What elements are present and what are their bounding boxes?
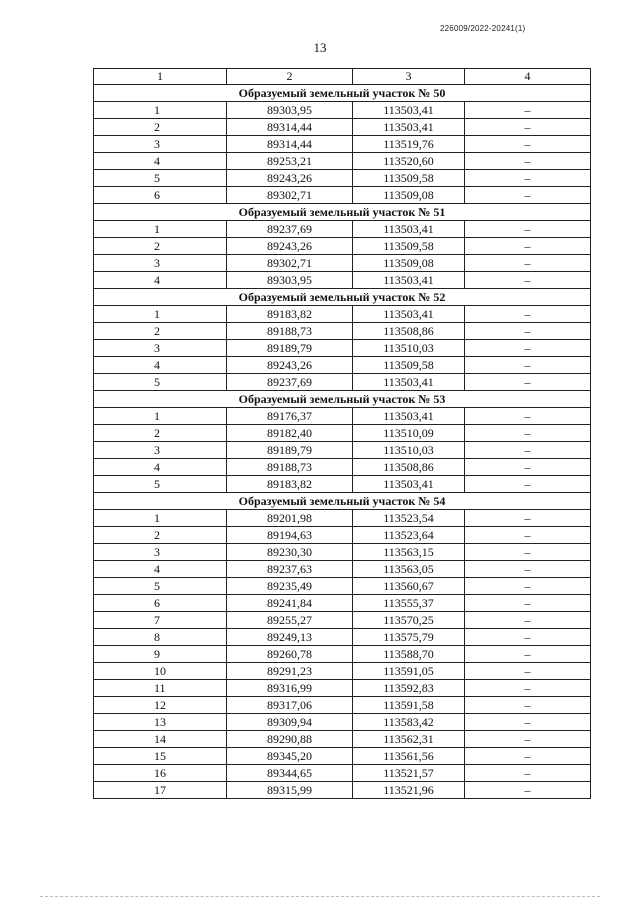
table-row [94, 731, 591, 748]
x-coordinate-cell: 89243,26 [227, 170, 353, 187]
note-cell: – [465, 629, 591, 646]
table-row [94, 425, 591, 442]
point-number-cell: 4 [94, 153, 227, 170]
section-title: Образуемый земельный участок № 52 [94, 289, 591, 306]
note-cell: – [465, 221, 591, 238]
point-number-cell: 11 [94, 680, 227, 697]
y-coordinate-cell: 113503,41 [353, 272, 465, 289]
y-coordinate-cell: 113563,05 [353, 561, 465, 578]
note-cell: – [465, 153, 591, 170]
point-number-cell: 4 [94, 272, 227, 289]
note-cell: – [465, 663, 591, 680]
x-coordinate-cell: 89176,37 [227, 408, 353, 425]
x-coordinate-cell: 89315,99 [227, 782, 353, 799]
y-coordinate-cell: 113509,08 [353, 187, 465, 204]
note-cell: – [465, 476, 591, 493]
x-coordinate-cell: 89290,88 [227, 731, 353, 748]
y-coordinate-cell: 113509,08 [353, 255, 465, 272]
x-coordinate-cell: 89302,71 [227, 187, 353, 204]
column-header: 2 [227, 69, 353, 85]
y-coordinate-cell: 113562,31 [353, 731, 465, 748]
y-coordinate-cell: 113583,42 [353, 714, 465, 731]
point-number-cell: 17 [94, 782, 227, 799]
x-coordinate-cell: 89314,44 [227, 136, 353, 153]
note-cell: – [465, 782, 591, 799]
section-header-row [94, 391, 591, 408]
table-row [94, 187, 591, 204]
point-number-cell: 7 [94, 612, 227, 629]
document-id: 226009/2022-20241(1) [440, 24, 526, 33]
point-number-cell: 9 [94, 646, 227, 663]
point-number-cell: 13 [94, 714, 227, 731]
column-header: 1 [94, 69, 227, 85]
point-number-cell: 15 [94, 748, 227, 765]
note-cell: – [465, 136, 591, 153]
note-cell: – [465, 425, 591, 442]
table-row [94, 255, 591, 272]
table-row [94, 697, 591, 714]
note-cell: – [465, 578, 591, 595]
y-coordinate-cell: 113503,41 [353, 306, 465, 323]
note-cell: – [465, 612, 591, 629]
x-coordinate-cell: 89188,73 [227, 323, 353, 340]
table-row [94, 629, 591, 646]
x-coordinate-cell: 89188,73 [227, 459, 353, 476]
point-number-cell: 5 [94, 170, 227, 187]
table-row [94, 663, 591, 680]
x-coordinate-cell: 89314,44 [227, 119, 353, 136]
point-number-cell: 4 [94, 357, 227, 374]
coordinates-table [93, 68, 591, 799]
x-coordinate-cell: 89302,71 [227, 255, 353, 272]
y-coordinate-cell: 113509,58 [353, 238, 465, 255]
section-title: Образуемый земельный участок № 51 [94, 204, 591, 221]
point-number-cell: 14 [94, 731, 227, 748]
x-coordinate-cell: 89237,69 [227, 221, 353, 238]
note-cell: – [465, 697, 591, 714]
note-cell: – [465, 646, 591, 663]
x-coordinate-cell: 89291,23 [227, 663, 353, 680]
y-coordinate-cell: 113591,05 [353, 663, 465, 680]
x-coordinate-cell: 89183,82 [227, 476, 353, 493]
x-coordinate-cell: 89237,63 [227, 561, 353, 578]
note-cell: – [465, 255, 591, 272]
note-cell: – [465, 680, 591, 697]
x-coordinate-cell: 89182,40 [227, 425, 353, 442]
y-coordinate-cell: 113508,86 [353, 323, 465, 340]
y-coordinate-cell: 113509,58 [353, 170, 465, 187]
table-row [94, 340, 591, 357]
point-number-cell: 2 [94, 238, 227, 255]
point-number-cell: 4 [94, 561, 227, 578]
table-row [94, 442, 591, 459]
note-cell: – [465, 119, 591, 136]
y-coordinate-cell: 113503,41 [353, 408, 465, 425]
point-number-cell: 3 [94, 544, 227, 561]
point-number-cell: 6 [94, 595, 227, 612]
x-coordinate-cell: 89260,78 [227, 646, 353, 663]
x-coordinate-cell: 89194,63 [227, 527, 353, 544]
note-cell: – [465, 306, 591, 323]
section-header-row [94, 493, 591, 510]
table-row [94, 374, 591, 391]
table-row [94, 680, 591, 697]
table-row [94, 578, 591, 595]
note-cell: – [465, 357, 591, 374]
x-coordinate-cell: 89317,06 [227, 697, 353, 714]
page-number: 13 [313, 40, 327, 55]
y-coordinate-cell: 113519,76 [353, 136, 465, 153]
y-coordinate-cell: 113591,58 [353, 697, 465, 714]
table-row [94, 782, 591, 799]
point-number-cell: 3 [94, 340, 227, 357]
table-row [94, 323, 591, 340]
y-coordinate-cell: 113570,25 [353, 612, 465, 629]
point-number-cell: 1 [94, 408, 227, 425]
y-coordinate-cell: 113510,03 [353, 442, 465, 459]
y-coordinate-cell: 113509,58 [353, 357, 465, 374]
column-header: 4 [465, 69, 591, 85]
y-coordinate-cell: 113521,57 [353, 765, 465, 782]
section-title: Образуемый земельный участок № 54 [94, 493, 591, 510]
y-coordinate-cell: 113521,96 [353, 782, 465, 799]
x-coordinate-cell: 89189,79 [227, 442, 353, 459]
section-header-row [94, 289, 591, 306]
note-cell: – [465, 731, 591, 748]
y-coordinate-cell: 113592,83 [353, 680, 465, 697]
table-row [94, 238, 591, 255]
point-number-cell: 2 [94, 323, 227, 340]
x-coordinate-cell: 89255,27 [227, 612, 353, 629]
column-header: 3 [353, 69, 465, 85]
table-row [94, 170, 591, 187]
point-number-cell: 5 [94, 578, 227, 595]
point-number-cell: 1 [94, 102, 227, 119]
point-number-cell: 8 [94, 629, 227, 646]
section-header-row [94, 85, 591, 102]
point-number-cell: 5 [94, 476, 227, 493]
table-row [94, 272, 591, 289]
y-coordinate-cell: 113520,60 [353, 153, 465, 170]
table-row [94, 459, 591, 476]
note-cell: – [465, 510, 591, 527]
y-coordinate-cell: 113503,41 [353, 119, 465, 136]
point-number-cell: 3 [94, 442, 227, 459]
section-header-row [94, 204, 591, 221]
table-row [94, 544, 591, 561]
table-row [94, 221, 591, 238]
y-coordinate-cell: 113523,64 [353, 527, 465, 544]
x-coordinate-cell: 89183,82 [227, 306, 353, 323]
table-row [94, 357, 591, 374]
table-row [94, 136, 591, 153]
table-row [94, 510, 591, 527]
x-coordinate-cell: 89243,26 [227, 238, 353, 255]
point-number-cell: 6 [94, 187, 227, 204]
note-cell: – [465, 527, 591, 544]
point-number-cell: 3 [94, 136, 227, 153]
point-number-cell: 2 [94, 527, 227, 544]
point-number-cell: 1 [94, 306, 227, 323]
x-coordinate-cell: 89235,49 [227, 578, 353, 595]
note-cell: – [465, 102, 591, 119]
x-coordinate-cell: 89309,94 [227, 714, 353, 731]
x-coordinate-cell: 89253,21 [227, 153, 353, 170]
x-coordinate-cell: 89237,69 [227, 374, 353, 391]
note-cell: – [465, 765, 591, 782]
y-coordinate-cell: 113561,56 [353, 748, 465, 765]
table-row [94, 527, 591, 544]
point-number-cell: 1 [94, 510, 227, 527]
table-row [94, 476, 591, 493]
table-row [94, 119, 591, 136]
y-coordinate-cell: 113503,41 [353, 374, 465, 391]
section-title: Образуемый земельный участок № 53 [94, 391, 591, 408]
note-cell: – [465, 272, 591, 289]
note-cell: – [465, 544, 591, 561]
x-coordinate-cell: 89243,26 [227, 357, 353, 374]
y-coordinate-cell: 113510,09 [353, 425, 465, 442]
note-cell: – [465, 561, 591, 578]
note-cell: – [465, 459, 591, 476]
table-row [94, 102, 591, 119]
x-coordinate-cell: 89316,99 [227, 680, 353, 697]
note-cell: – [465, 323, 591, 340]
x-coordinate-cell: 89303,95 [227, 102, 353, 119]
table-row [94, 595, 591, 612]
x-coordinate-cell: 89345,20 [227, 748, 353, 765]
point-number-cell: 2 [94, 425, 227, 442]
y-coordinate-cell: 113503,41 [353, 476, 465, 493]
y-coordinate-cell: 113510,03 [353, 340, 465, 357]
table-row [94, 306, 591, 323]
note-cell: – [465, 442, 591, 459]
x-coordinate-cell: 89230,30 [227, 544, 353, 561]
table-row [94, 408, 591, 425]
y-coordinate-cell: 113503,41 [353, 221, 465, 238]
table-row [94, 561, 591, 578]
note-cell: – [465, 238, 591, 255]
note-cell: – [465, 374, 591, 391]
x-coordinate-cell: 89201,98 [227, 510, 353, 527]
table-row [94, 748, 591, 765]
section-title: Образуемый земельный участок № 50 [94, 85, 591, 102]
point-number-cell: 16 [94, 765, 227, 782]
x-coordinate-cell: 89249,13 [227, 629, 353, 646]
table-header-row [94, 69, 591, 85]
y-coordinate-cell: 113575,79 [353, 629, 465, 646]
note-cell: – [465, 408, 591, 425]
y-coordinate-cell: 113523,54 [353, 510, 465, 527]
note-cell: – [465, 170, 591, 187]
point-number-cell: 10 [94, 663, 227, 680]
y-coordinate-cell: 113555,37 [353, 595, 465, 612]
note-cell: – [465, 187, 591, 204]
table-row [94, 765, 591, 782]
y-coordinate-cell: 113563,15 [353, 544, 465, 561]
note-cell: – [465, 595, 591, 612]
x-coordinate-cell: 89189,79 [227, 340, 353, 357]
x-coordinate-cell: 89303,95 [227, 272, 353, 289]
x-coordinate-cell: 89344,65 [227, 765, 353, 782]
x-coordinate-cell: 89241,84 [227, 595, 353, 612]
table-row [94, 612, 591, 629]
y-coordinate-cell: 113588,70 [353, 646, 465, 663]
point-number-cell: 5 [94, 374, 227, 391]
table-row [94, 153, 591, 170]
y-coordinate-cell: 113508,86 [353, 459, 465, 476]
point-number-cell: 4 [94, 459, 227, 476]
point-number-cell: 12 [94, 697, 227, 714]
table-row [94, 714, 591, 731]
point-number-cell: 1 [94, 221, 227, 238]
point-number-cell: 3 [94, 255, 227, 272]
point-number-cell: 2 [94, 119, 227, 136]
y-coordinate-cell: 113503,41 [353, 102, 465, 119]
note-cell: – [465, 714, 591, 731]
scan-edge-artifact [40, 896, 600, 899]
table-row [94, 646, 591, 663]
note-cell: – [465, 340, 591, 357]
y-coordinate-cell: 113560,67 [353, 578, 465, 595]
note-cell: – [465, 748, 591, 765]
